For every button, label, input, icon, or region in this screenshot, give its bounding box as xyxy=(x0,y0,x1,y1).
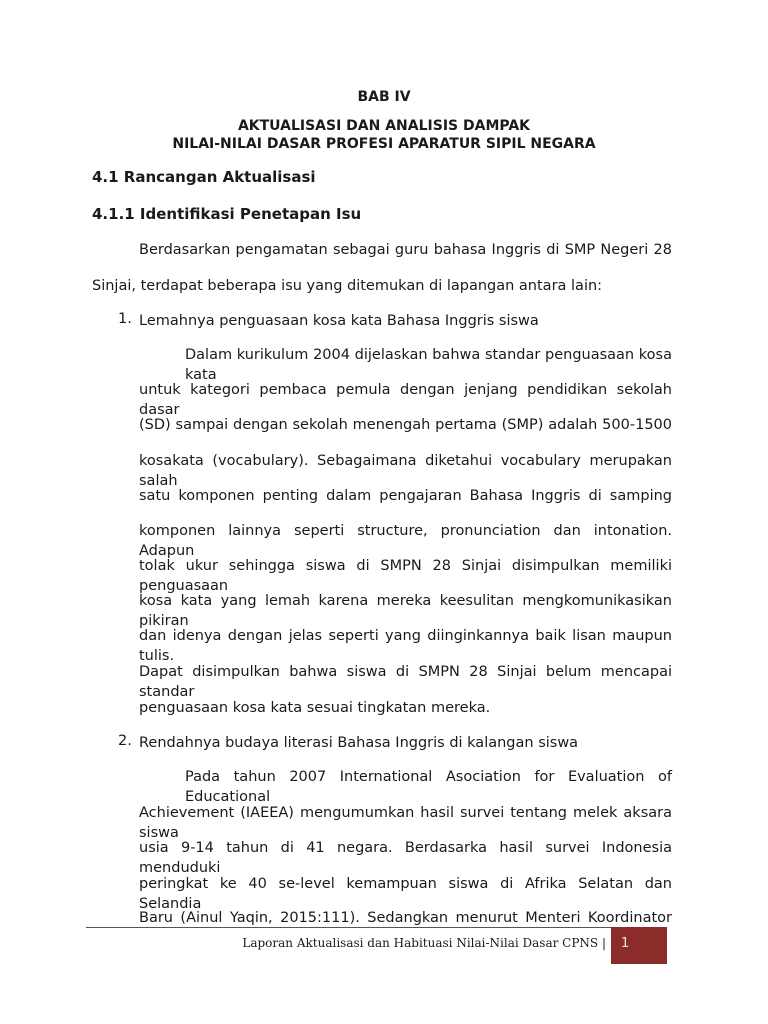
paragraph-line: Pada tahun 2007 International Asociation for Evaluation of Educational xyxy=(185,769,672,805)
paragraph-line: usia 9-14 tahun di 41 negara. Berdasarka hasil survei Indonesia menduduki xyxy=(139,840,672,876)
page-number: 1 xyxy=(621,936,630,951)
paragraph-line: tolak ukur sehingga siswa di SMPN 28 Sinjai disimpulkan memiliki penguasaan xyxy=(139,558,672,594)
paragraph-line: (SD) sampai dengan sekolah menengah pertama (SMP) adalah 500-1500 xyxy=(139,417,672,433)
paragraph-line: dan idenya dengan jelas seperti yang diinginkannya baik lisan maupun tulis. xyxy=(139,628,672,664)
paragraph-line: peringkat ke 40 se-level kemampuan siswa di Afrika Selatan dan Selandia xyxy=(139,876,672,912)
paragraph-line: satu komponen penting dalam pengajaran Bahasa Inggris di samping xyxy=(139,488,672,504)
paragraph-line: Baru (Ainul Yaqin, 2015:111). Sedangkan menurut Menteri Koordinator xyxy=(139,910,672,926)
list-item-title: Rendahnya budaya literasi Bahasa Inggris di kalangan siswa xyxy=(139,735,579,751)
list-number: 1. xyxy=(118,311,132,327)
paragraph-line: Sinjai, terdapat beberapa isu yang ditemukan di lapangan antara lain: xyxy=(92,278,603,294)
paragraph-line: kosa kata yang lemah karena mereka keesulitan mengkomunikasikan pikiran xyxy=(139,593,672,629)
title-line-1: AKTUALISASI DAN ANALISIS DAMPAK xyxy=(237,118,531,134)
paragraph-line: komponen lainnya seperti structure, pronunciation dan intonation. Adapun xyxy=(139,523,672,559)
paragraph-line: untuk kategori pembaca pemula dengan jenjang pendidikan sekolah dasar xyxy=(139,382,672,418)
page-number-box xyxy=(611,927,667,964)
paragraph-line: Berdasarkan pengamatan sebagai guru bahasa Inggris di SMP Negeri 28 xyxy=(139,242,672,258)
paragraph-line: kosakata (vocabulary). Sebagaimana diketahui vocabulary merupakan salah xyxy=(139,453,672,489)
section-heading-4-1: 4.1 Rancangan Aktualisasi xyxy=(92,168,316,186)
chapter-heading: BAB IV xyxy=(357,89,411,105)
title-line-2: NILAI-NILAI DASAR PROFESI APARATUR SIPIL NEGARA xyxy=(172,136,596,152)
list-number: 2. xyxy=(118,733,132,749)
list-item-title: Lemahnya penguasaan kosa kata Bahasa Inggris siswa xyxy=(139,313,539,329)
paragraph-line: Dalam kurikulum 2004 dijelaskan bahwa standar penguasaan kosa kata xyxy=(185,347,672,383)
footer-text: Laporan Aktualisasi dan Habituasi Nilai-Nilai Dasar CPNS | xyxy=(242,936,606,950)
subsection-heading-4-1-1: 4.1.1 Identifikasi Penetapan Isu xyxy=(92,205,362,223)
paragraph-line: Dapat disimpulkan bahwa siswa di SMPN 28 Sinjai belum mencapai standar xyxy=(139,664,672,700)
paragraph-line: Achievement (IAEEA) mengumumkan hasil survei tentang melek aksara siswa xyxy=(139,805,672,841)
footer-rule xyxy=(86,927,617,928)
paragraph-line: penguasaan kosa kata sesuai tingkatan mereka. xyxy=(139,700,491,716)
